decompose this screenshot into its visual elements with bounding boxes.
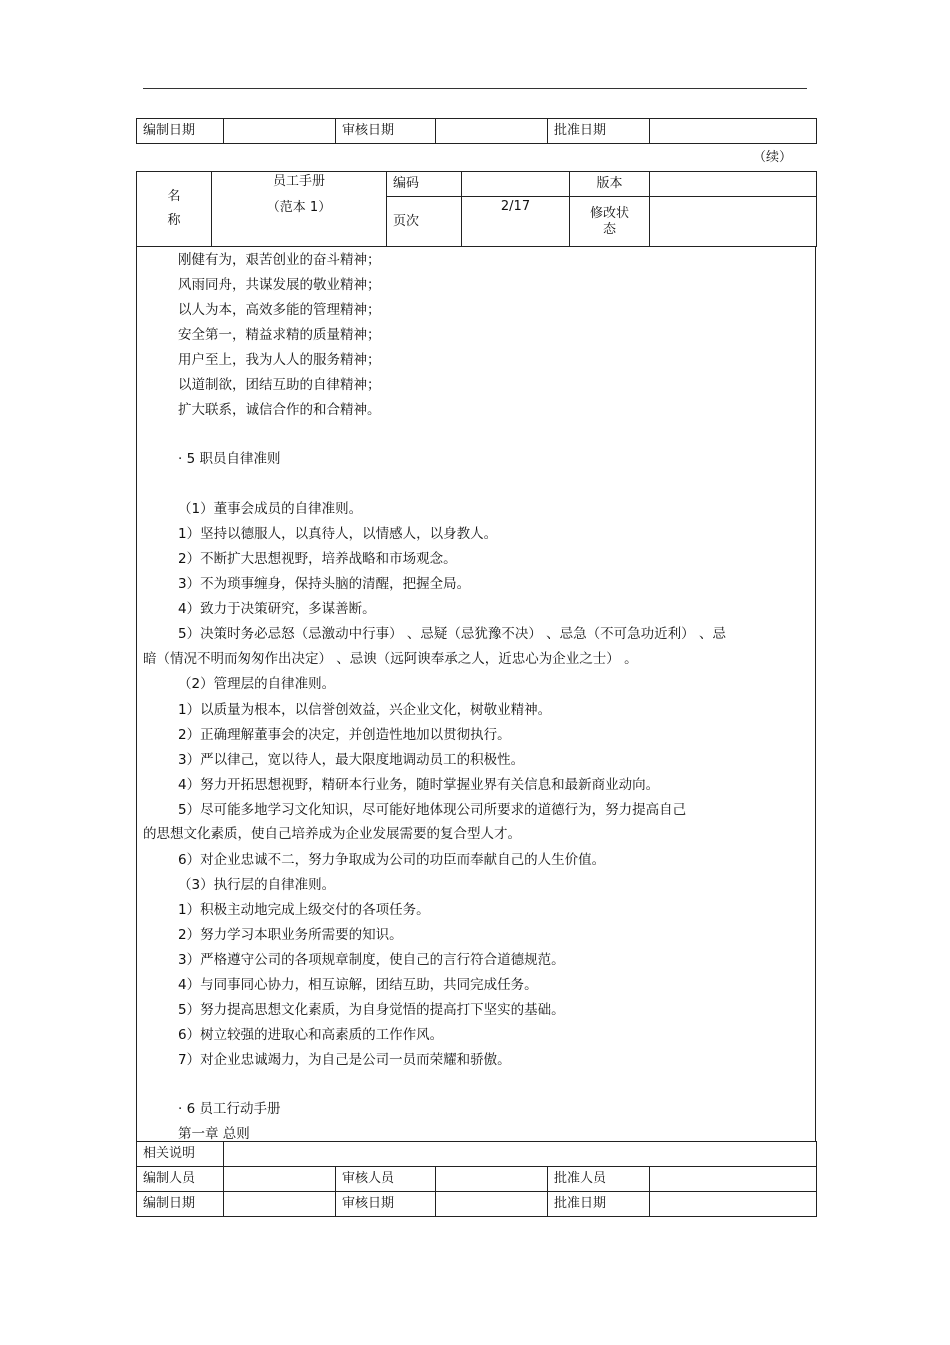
page-value: 2/17 [462, 197, 570, 247]
section-heading: · 6 员工行动手册 [178, 1101, 281, 1117]
body-line: （1）董事会成员的自律准则。 [178, 501, 363, 517]
body-line: 刚健有为，艰苦创业的奋斗精神； [178, 252, 381, 268]
bottom-approval-table [136, 1141, 817, 1217]
name-label [137, 172, 212, 247]
version-label: 版本 [570, 172, 650, 197]
approve-date-label: 批准日期 [548, 119, 650, 144]
code-value [462, 172, 570, 197]
revision-label-2: 态 [602, 221, 616, 237]
title-line-1: 员工手册 [272, 174, 325, 189]
section-heading: · 5 职员自律准则 [178, 451, 281, 467]
review-date-value [436, 119, 548, 144]
body-line: 安全第一，精益求精的质量精神； [178, 327, 381, 343]
body-line: 1）以质量为根本，以信誉创效益，兴企业文化，树敬业精神。 [178, 702, 552, 718]
revision-value [650, 197, 817, 247]
body-line: 用户至上，我为人人的服务精神； [178, 352, 381, 368]
body-line: 4）致力于决策研究，多谋善断。 [178, 601, 376, 617]
related-notes-value [224, 1142, 817, 1167]
body-line: 5）努力提高思想文化素质，为自身觉悟的提高打下坚实的基础。 [178, 1002, 565, 1018]
body-line: （3）执行层的自律准则。 [178, 877, 336, 893]
body-line: 1）坚持以德服人，以真待人，以情感人，以身教人。 [178, 526, 498, 542]
body-line: 3）严格遵守公司的各项规章制度，使自己的言行符合道德规范。 [178, 952, 565, 968]
revision-label [570, 197, 650, 247]
approver-label: 批准人员 [548, 1167, 650, 1192]
approve-date-value [650, 1192, 817, 1217]
body-line: 的思想文化素质，使自己培养成为企业发展需要的复合型人才。 [143, 826, 521, 842]
body-line: 以人为本，高效多能的管理精神； [178, 302, 381, 318]
document-title [212, 172, 387, 247]
revision-label-1: 修改状 [589, 205, 629, 221]
document-header-table [136, 171, 817, 247]
review-date-label: 审核日期 [336, 1192, 436, 1217]
body-line: 2）不断扩大思想视野，培养战略和市场观念。 [178, 551, 457, 567]
prep-date-value [224, 1192, 336, 1217]
body-line: 7）对企业忠诚竭力，为自己是公司一员而荣耀和骄傲。 [178, 1052, 511, 1068]
code-label: 编码 [387, 172, 462, 197]
title-line-2: （范本 1） [266, 200, 332, 215]
body-line: 3）严以律己，宽以待人，最大限度地调动员工的积极性。 [178, 752, 525, 768]
preparer-label: 编制人员 [137, 1167, 224, 1192]
body-line: （2）管理层的自律准则。 [178, 676, 336, 692]
body-line: 风雨同舟，共谋发展的敬业精神； [178, 277, 381, 293]
related-notes-label: 相关说明 [137, 1142, 224, 1167]
version-value [650, 172, 817, 197]
body-line: 暗（情况不明而匆匆作出决定） 、忌谀（远阿谀奉承之人，近忠心为企业之士） 。 [143, 651, 638, 667]
body-line: 1）积极主动地完成上级交付的各项任务。 [178, 902, 430, 918]
body-line: 4）与同事同心协力，相互谅解，团结互助，共同完成任务。 [178, 977, 538, 993]
chapter-heading: 第一章 总则 [178, 1126, 250, 1142]
body-line: 5）尽可能多地学习文化知识，尽可能好地体现公司所要求的道德行为，努力提高自己 [178, 802, 687, 818]
header-rule [143, 88, 807, 89]
body-line: 4）努力开拓思想视野，精研本行业务，随时掌握业界有关信息和最新商业动向。 [178, 777, 660, 793]
approve-date-label: 批准日期 [548, 1192, 650, 1217]
body-line: 6）树立较强的进取心和高素质的工作作风。 [178, 1027, 444, 1043]
prep-date-label: 编制日期 [137, 119, 224, 144]
prep-date-value [224, 119, 336, 144]
body-line: 3）不为琐事缠身，保持头脑的清醒，把握全局。 [178, 576, 471, 592]
document-body [136, 246, 816, 1141]
body-line: 2）正确理解董事会的决定，并创造性地加以贯彻执行。 [178, 727, 511, 743]
continued-label: （续） [752, 150, 792, 165]
body-line: 以道制欲，团结互助的自律精神； [178, 377, 381, 393]
approve-date-value [650, 119, 817, 144]
body-line: 2）努力学习本职业务所需要的知识。 [178, 927, 403, 943]
reviewer-value [436, 1167, 548, 1192]
page-label: 页次 [387, 197, 462, 247]
body-line: 6）对企业忠诚不二，努力争取成为公司的功臣而奉献自己的人生价值。 [178, 852, 606, 868]
preparer-value [224, 1167, 336, 1192]
reviewer-label: 审核人员 [336, 1167, 436, 1192]
prep-date-label: 编制日期 [137, 1192, 224, 1217]
top-approval-table [136, 118, 817, 144]
body-line: 5）决策时务必忌怒（忌激动中行事） 、忌疑（忌犹豫不决） 、忌急（不可急功近利） 、忌 [178, 626, 726, 642]
name-label-1: 名 [167, 189, 181, 204]
review-date-label: 审核日期 [336, 119, 436, 144]
review-date-value [436, 1192, 548, 1217]
approver-value [650, 1167, 817, 1192]
name-label-2: 称 [167, 213, 181, 228]
body-line: 扩大联系，诚信合作的和合精神。 [178, 402, 381, 418]
